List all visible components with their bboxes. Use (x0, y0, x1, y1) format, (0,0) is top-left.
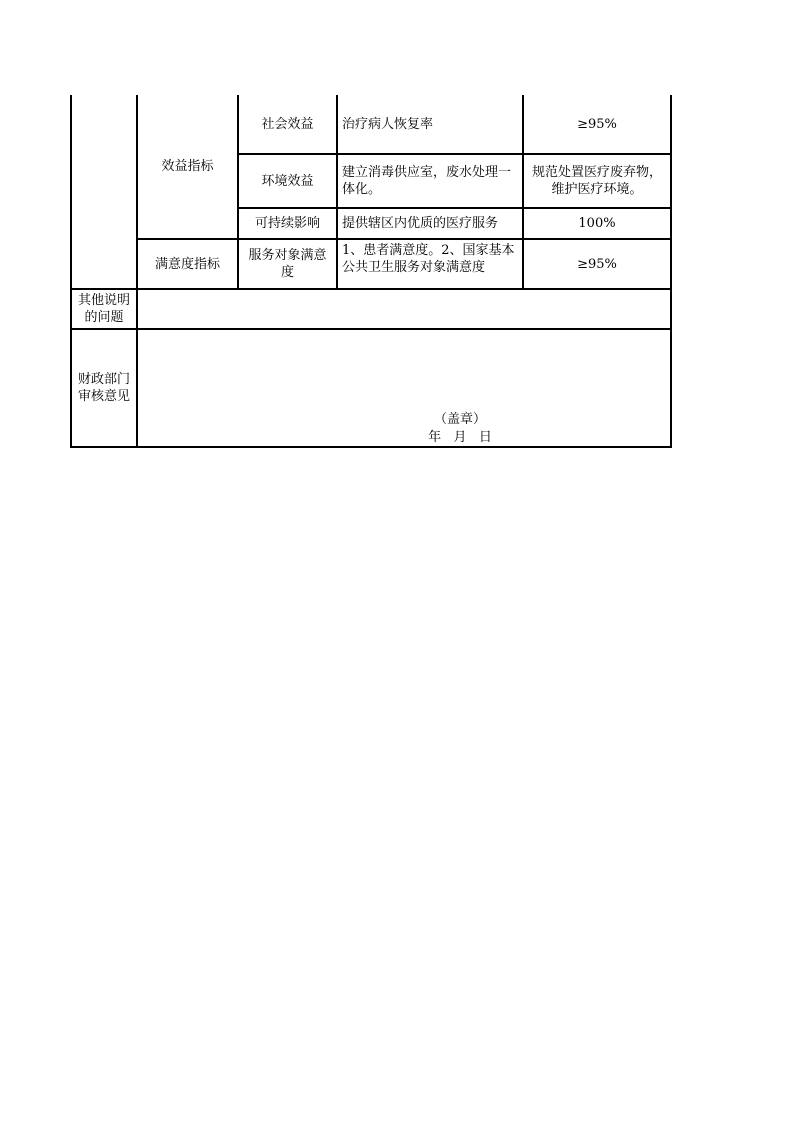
indicator-content-satisfaction: 1、患者满意度。2、国家基本公共卫生服务对象满意度 (342, 243, 515, 275)
sub-indicator-social: 社会效益 (261, 116, 314, 132)
seal-text: （盖章） (433, 412, 486, 427)
indicator-value-sustainability: 100% (578, 216, 616, 231)
rule-table-bottom (70, 446, 672, 448)
other-notes-value (138, 290, 670, 328)
indicator-content-sustainability: 提供辖区内优质的医疗服务 (342, 216, 499, 231)
sub-indicator-environment: 环境效益 (261, 173, 314, 189)
satisfaction-indicator-label: 满意度指标 (154, 256, 220, 272)
indicator-content-social: 治疗病人恢复率 (342, 116, 434, 132)
rule-notes-bottom (70, 328, 672, 330)
indicator-content-environment: 建立消毒供应室，废水处理一体化。 (342, 165, 512, 197)
review-date: 年 月 日 (428, 430, 492, 445)
finance-review-label: 财政部门审核意见 (78, 372, 131, 404)
indicator-value-satisfaction: ≥95% (577, 256, 617, 272)
indicator-value-environment: 规范处置医疗废弃物，维护医疗环境。 (531, 165, 662, 197)
sub-indicator-sustainability: 可持续影响 (254, 216, 320, 231)
rule-col-right (670, 95, 672, 448)
indicator-value-social: ≥95% (577, 116, 617, 132)
other-notes-label: 其他说明的问题 (78, 293, 131, 325)
sub-indicator-satisfaction: 服务对象满意度 (248, 248, 327, 280)
benefit-indicator-label: 效益指标 (161, 159, 214, 174)
